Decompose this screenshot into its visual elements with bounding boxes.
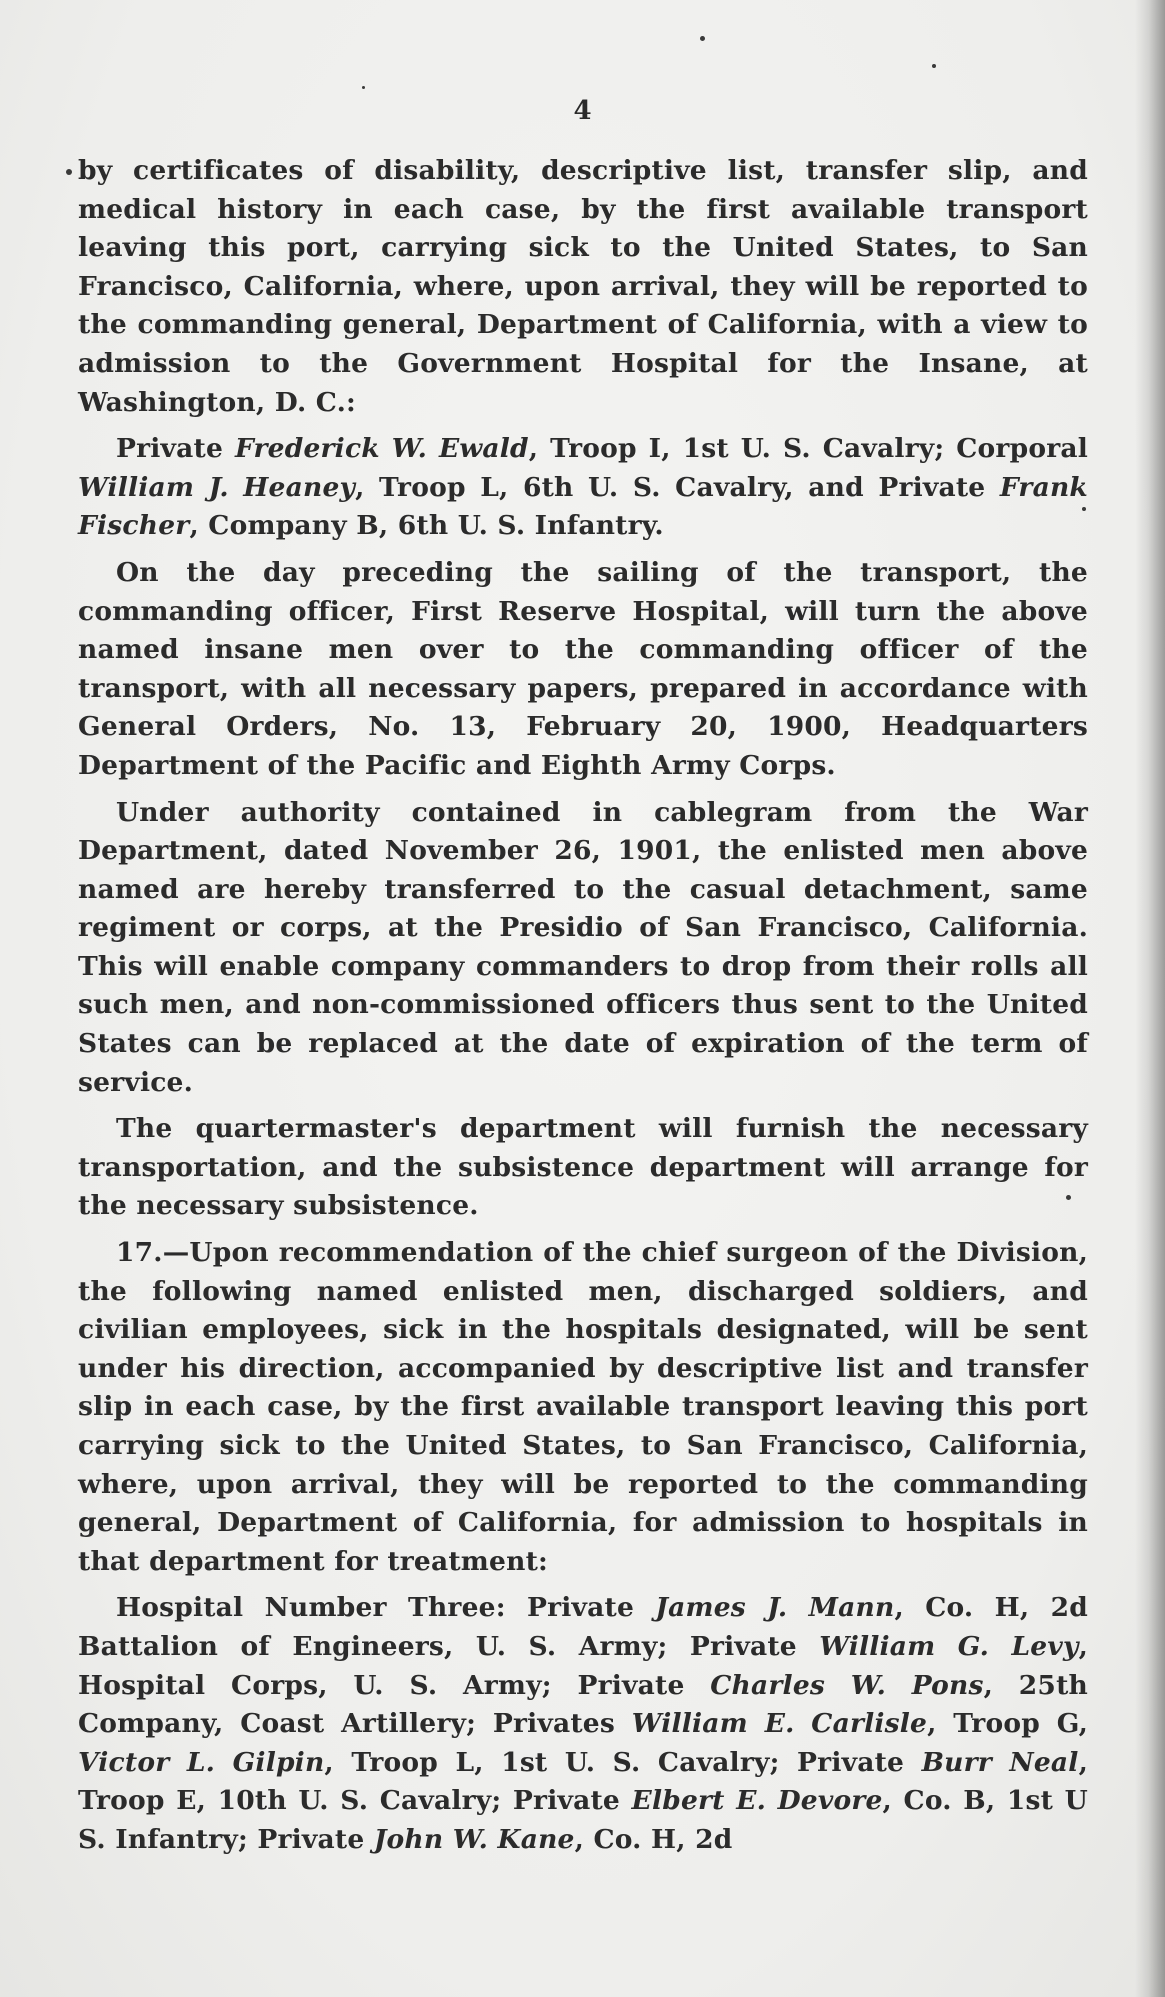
text-segment: The quartermaster's department will furnish the necessary transportation, and the subsistence department will arrange for the necessary subsistence.	[78, 1113, 1088, 1222]
text-segment: , Hospital Corps, U. S. Army; Private	[78, 1630, 1088, 1701]
text-segment: by certificates of disability, descriptive list, transfer slip, and medical history in each case, by the first available transport leaving this port, carrying sick to the United States, to San Francisco, California, where, upon arrival, they will be reported to the commanding general, Department of California, with a view to admission to the Government Hospital for the Insane, at Washington, D. C.:	[78, 155, 1088, 418]
person-name: Victor L. Gilpin	[78, 1746, 325, 1778]
person-name: Frank Fischer	[78, 471, 1088, 542]
text-segment: , Troop L, 6th U. S. Cavalry, and Private	[355, 471, 1000, 503]
page-number: 4	[573, 96, 592, 126]
text-segment: Under authority contained in cablegram from the War Department, dated November 26, 1901, the enlisted men above named are hereby transferred to the casual detachment, same regiment or corps, at the Presidio of San Francisco, California. This will enable company commanders to drop from their rolls all such men, and non-commissioned officers thus sent to the United States can be replaced at the date of expiration of the term of service.	[78, 796, 1088, 1098]
text-segment: , Troop E, 10th U. S. Cavalry; Private	[78, 1746, 1088, 1817]
paragraph	[78, 152, 1088, 422]
text-segment: On the day preceding the sailing of the transport, the commanding officer, First Reserve Hospital, will turn the above named insane men over to the commanding officer of the transport, with all necessary papers, prepared in accordance with General Orders, No. 13, February 20, 1900, Headquarters Department of the Pacific and Eighth Army Corps.	[78, 556, 1088, 781]
text-segment: , Co. B, 1st U S. Infantry; Private	[78, 1785, 1088, 1855]
text-segment: 17.—Upon recommendation of the chief surgeon of the Division, the following named enlisted men, discharged soldiers, and civilian employees, sick in the hospitals designated, will be sent under his direction, accompanied by descriptive list and transfer slip in each case, by the first available transport leaving this port carrying sick to the United States, to San Francisco, California, where, upon arrival, they will be reported to the commanding general, Department of California, for admission to hospitals in that department for treatment:	[78, 1237, 1088, 1577]
paragraph	[78, 1110, 1088, 1226]
document-body	[78, 152, 1088, 1868]
text-segment: Private	[116, 433, 235, 465]
paragraph	[78, 554, 1088, 786]
print-speck	[362, 86, 365, 89]
text-segment: , Troop I, 1st U. S. Cavalry; Corporal	[528, 433, 1088, 465]
text-segment: , 25th Company, Coast Artillery; Privates	[78, 1669, 1088, 1740]
person-name: Charles W. Pons	[710, 1669, 984, 1701]
person-name: Frederick W. Ewald	[234, 433, 529, 465]
person-name: William J. Heaney	[78, 471, 356, 503]
text-segment: , Troop L, 1st U. S. Cavalry; Private	[324, 1746, 922, 1778]
text-segment: , Company B, 6th U. S. Infantry.	[189, 510, 664, 542]
page-edge-shadow	[1135, 0, 1165, 1997]
print-speck	[700, 36, 705, 41]
paragraph	[78, 794, 1088, 1103]
print-speck	[932, 64, 936, 68]
person-name: John W. Kane	[373, 1823, 575, 1855]
person-name: William G. Levy	[819, 1630, 1079, 1662]
person-name: Burr Neal	[921, 1746, 1079, 1778]
text-segment: , Co. H, 2d	[574, 1823, 733, 1855]
text-segment: Hospital Number Three: Private	[116, 1592, 656, 1624]
paragraph	[78, 430, 1088, 546]
person-name: James J. Mann	[655, 1592, 895, 1624]
paragraph	[78, 1589, 1088, 1859]
print-speck	[66, 169, 72, 175]
person-name: Elbert E. Devore	[631, 1785, 883, 1817]
person-name: William E. Carlisle	[631, 1708, 928, 1740]
paragraph	[78, 1234, 1088, 1581]
text-segment: , Co. H, 2d Battalion of Engineers, U. S. Army; Private	[78, 1592, 1088, 1662]
text-segment: , Troop G,	[927, 1708, 1089, 1740]
